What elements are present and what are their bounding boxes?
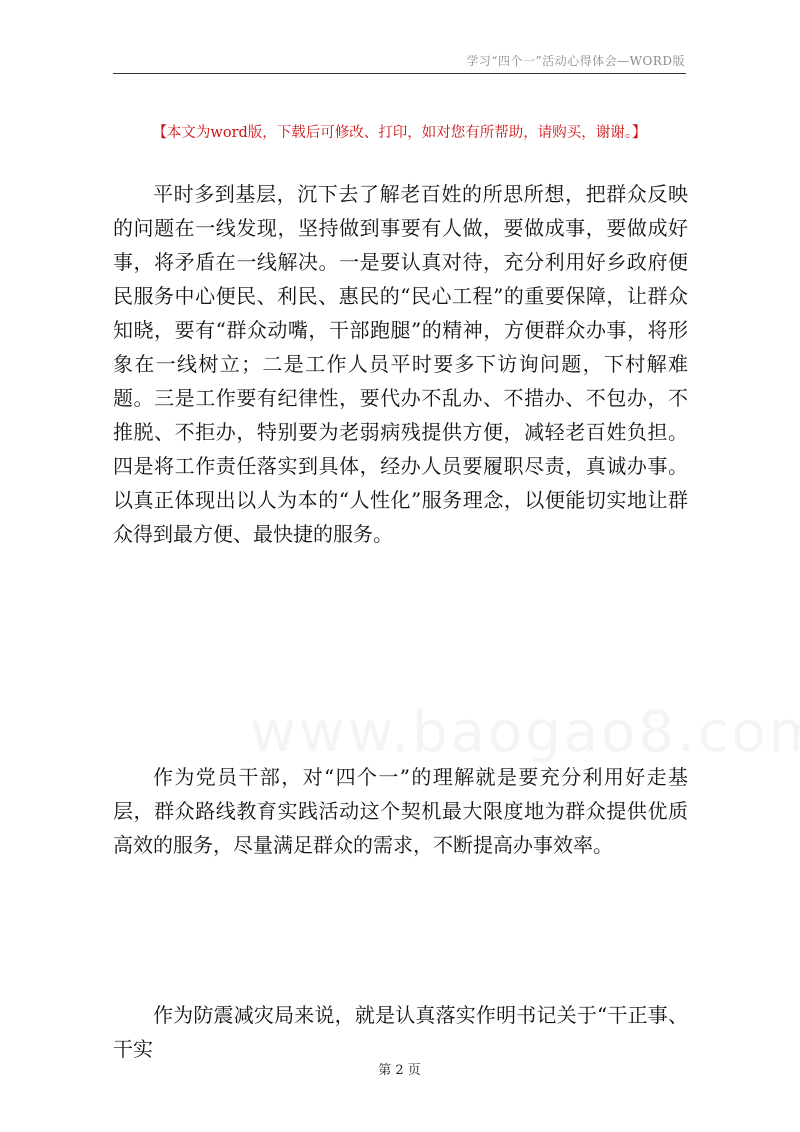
paragraph-1: 平时多到基层，沉下去了解老百姓的所思所想，把群众反映的问题在一线发现，坚持做到事要有人做，要做成事，要做成好事，将矛盾在一线解决。一是要认真对待，充分利用好乡政府便民服务中心便民、利民、惠民的“民心工程”的重要保障，让群众知晓，要有“群众动嘴，干部跑腿”的精神，方便群众办事，将形象在一线树立；二是工作人员平时要多下访询问题，下村解难题。三是工作要有纪律性，要代办不乱办、不措办、不包办，不推脱、不拒办，特别要为老弱病残提供方便，减轻老百姓负担。四是将工作责任落实到具体，经办人员要履职尽责，真诚办事。以真正体现出以人为本的“人性化”服务理念，以便能切实地让群众得到最方便、最快捷的服务。 [113,182,688,546]
paragraph-2: 作为党员干部，对“四个一”的理解就是要充分利用好走基层，群众路线教育实践活动这个契机最大限度地为群众提供优质高效的服务，尽量满足群众的需求，不断提高办事效率。 [113,765,688,857]
header-title: 学习“四个一”活动心得体会—WORD版 [466,54,685,68]
page-number: 第 2 页 [378,1063,421,1078]
download-notice: 【本文为word版，下载后可修改、打印，如对您有所帮助，请购买，谢谢。】 [152,125,647,141]
header-divider [113,73,686,74]
paragraph-3: 作为防震减灾局来说，就是认真落实作明书记关于“干正事、干实 [113,1003,688,1061]
watermark [250,700,800,765]
